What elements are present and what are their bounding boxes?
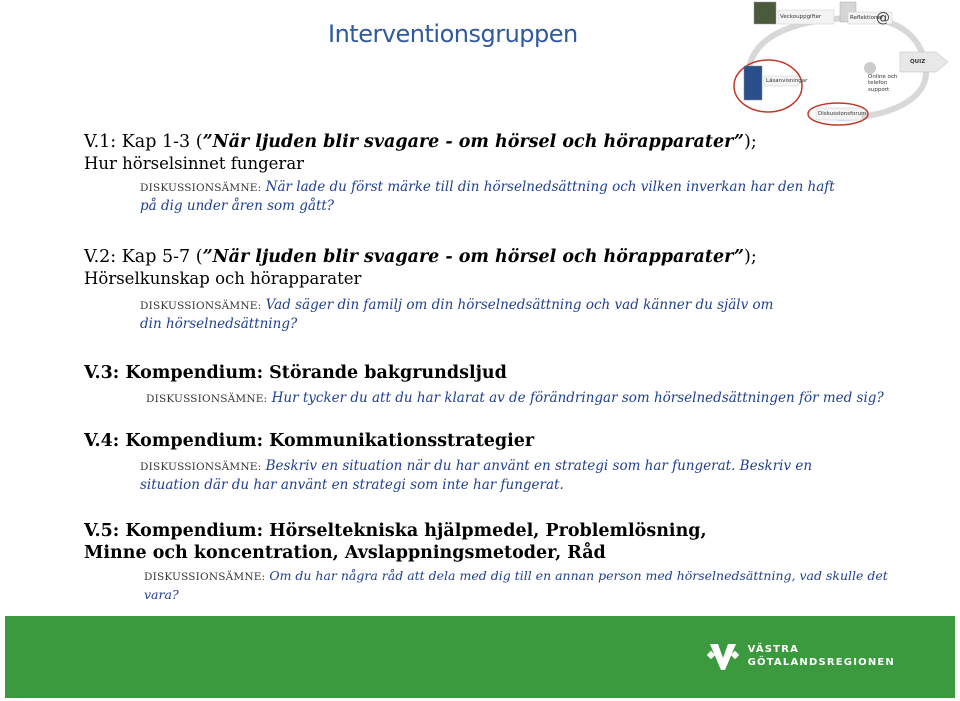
week-4-section xyxy=(0,430,960,494)
week-1-heading-suffix: ); xyxy=(744,132,757,152)
discussion-label: DISKUSSIONSÄMNE: xyxy=(146,393,268,405)
week-5-heading-line1: V.5: Kompendium: Hörseltekniska hjälpmedel, Problemlösning, xyxy=(84,521,707,541)
week-2-discussion-text: Vad säger din familj om din hörselnedsättning och vad känner du själv om din hörselnedsättning? xyxy=(140,297,774,332)
week-1-section xyxy=(0,131,960,215)
week-3-section xyxy=(0,362,960,408)
week-5-heading-line2: Minne och koncentration, Avslappningsmetoder, Råd xyxy=(84,543,606,563)
diskussionsforum-label: Diskussionsforum xyxy=(818,111,867,117)
vgr-logo-line1: VÄSTRA xyxy=(747,644,800,655)
week-5-section xyxy=(0,520,960,604)
book-image xyxy=(744,66,762,100)
week-4-discussion-text: Beskriv en situation när du har använt en strategi som har fungerat. Beskriv en situation där du har använt en strategi som inte har fungerat. xyxy=(140,458,813,493)
week-2-heading-prefix: V.2: Kap 5-7 ( xyxy=(84,247,203,267)
reflektioner-label: Reflektioner xyxy=(850,15,884,21)
week-2-subtitle: Hörselkunskap och hörapparater xyxy=(84,269,362,288)
week-3-discussion xyxy=(0,389,886,408)
vgr-logo xyxy=(706,638,895,674)
week-5-discussion xyxy=(0,567,924,604)
quiz-label: QUIZ xyxy=(910,59,926,65)
vgr-logo-text xyxy=(748,643,895,669)
week-2-book-title: ”När ljuden blir svagare - om hörsel och hörapparater” xyxy=(202,247,745,267)
discussion-label: DISKUSSIONSÄMNE: xyxy=(144,571,266,583)
week-1-subtitle: Hur hörselsinnet fungerar xyxy=(84,154,305,173)
phone-icon xyxy=(864,62,876,74)
week-2-discussion xyxy=(0,296,780,333)
week-3-discussion-text: Hur tycker du att du har klarat av de förändringar som hörselnedsättningen för med sig? xyxy=(271,390,884,406)
footer-bar xyxy=(5,616,955,698)
week-4-heading: V.4: Kompendium: Kommunikationsstrategier xyxy=(84,431,535,451)
vgr-logo-mark-icon xyxy=(706,638,740,674)
week-1-discussion xyxy=(0,178,840,215)
lasanvisningar-label: Läsanvisningar xyxy=(766,78,808,84)
week-5-discussion-text: Om du har några råd att dela med dig till en annan person med hörselnedsättning, vad skulle det vara? xyxy=(144,568,888,602)
week-2-section xyxy=(0,246,960,333)
week-2-heading xyxy=(0,246,960,268)
vgr-logo-line2: GÖTALANDSREGIONEN xyxy=(747,657,895,668)
week-2-heading-suffix: ); xyxy=(744,247,757,267)
veckouppgifter-label: Veckouppgifter xyxy=(780,14,822,20)
course-flow-diagram xyxy=(718,0,960,132)
online-support-label: Online och telefon support xyxy=(868,74,898,93)
discussion-label: DISKUSSIONSÄMNE: xyxy=(140,461,262,473)
email-icon: @ xyxy=(876,10,890,26)
discussion-label: DISKUSSIONSÄMNE: xyxy=(140,182,262,194)
week-4-discussion xyxy=(0,457,860,494)
week-1-book-title: ”När ljuden blir svagare - om hörsel och hörapparater” xyxy=(202,132,745,152)
veckouppgifter-image xyxy=(754,2,776,24)
week-1-heading-prefix: V.1: Kap 1-3 ( xyxy=(84,132,203,152)
page-title: Interventionsgruppen xyxy=(328,20,578,48)
week-1-heading xyxy=(0,131,960,153)
week-3-heading: V.3: Kompendium: Störande bakgrundsljud xyxy=(84,363,507,383)
discussion-label: DISKUSSIONSÄMNE: xyxy=(140,300,262,312)
week-1-discussion-text: När lade du först märke till din hörselnedsättning och vilken inverkan har den haft på dig under åren som gått? xyxy=(140,179,835,214)
